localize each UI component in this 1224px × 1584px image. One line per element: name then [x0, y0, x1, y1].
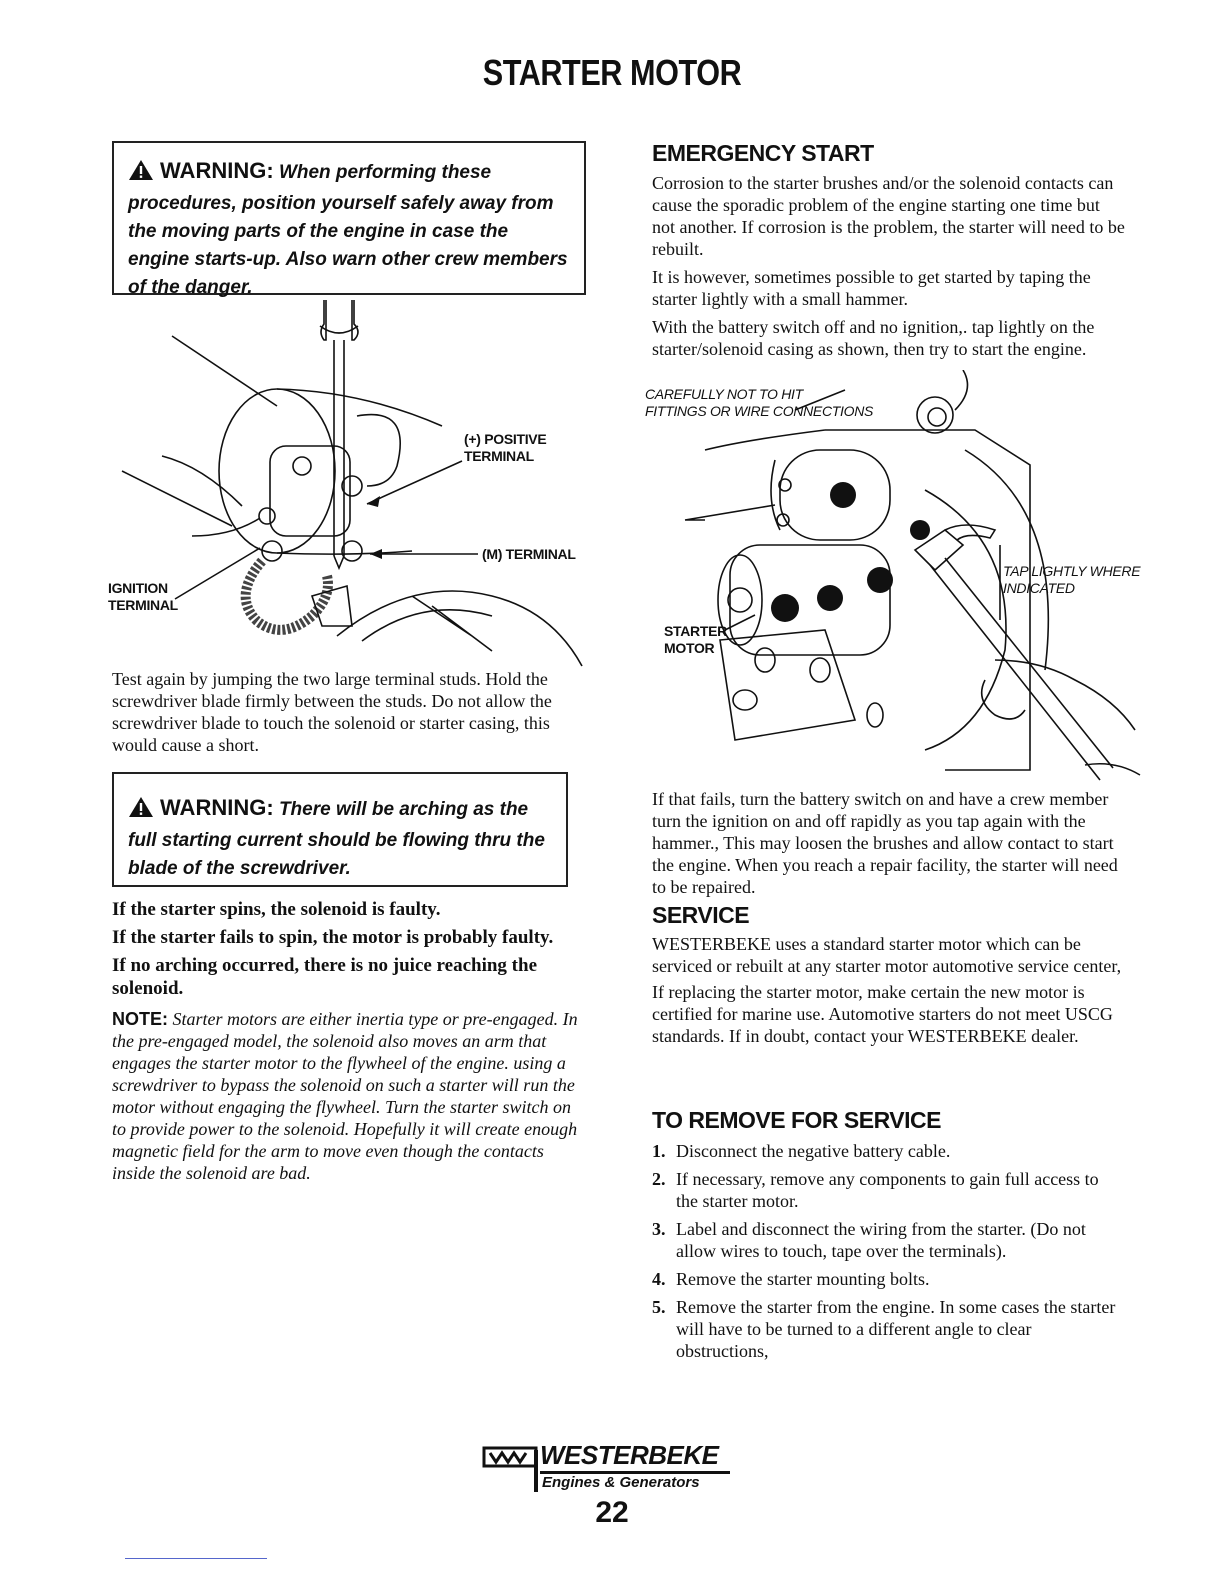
fault-line: If no arching occurred, there is no juice reaching the solenoid.	[112, 955, 538, 999]
tap-point-marker	[830, 482, 856, 508]
remove-steps-list	[652, 1140, 1122, 1368]
note-text: Starter motors are either inertia type or pre-engaged. In the pre-engaged model, the solenoid also moves an arm that engages the starter motor to the flywheel of the engine. using a screwdriver to bypass the solenoid on such a starter will run the motor without engaging the flywheel. Turn the starter switch on to provide power to the solenoid. Hopefully it will create enough magnetic field for the arm to move even though the contacts inside the solenoid are bad.	[112, 1009, 578, 1183]
warning-label: WARNING:	[160, 795, 274, 820]
list-item: 5. Remove the starter from the engine. In some cases the starter will have to be turned to a different angle to clear obstructions,	[652, 1297, 1116, 1361]
tap-point-marker	[867, 567, 893, 593]
warning-box-2	[112, 772, 568, 887]
list-item: 1. Disconnect the negative battery cable.	[652, 1141, 951, 1161]
warning-triangle-icon	[128, 796, 154, 827]
note-label: NOTE:	[112, 1009, 168, 1029]
positive-terminal-label: (+) POSITIVE TERMINAL	[464, 431, 547, 464]
warning-text: When performing these procedures, position yourself safely away from the moving parts of the engine in case the engine starts-up. Also warn other crew members of the danger.	[128, 162, 568, 298]
list-item: 4. Remove the starter mounting bolts.	[652, 1269, 930, 1289]
warning-box-1	[112, 141, 586, 298]
tap-point-marker	[771, 594, 799, 622]
fault-line: If the starter spins, the solenoid is faulty.	[112, 899, 441, 920]
fault-list	[112, 898, 582, 1000]
warning-triangle-icon	[128, 159, 154, 190]
warning-text: There will be arching as the full starting current should be flowing thru the blade of the screwdriver.	[128, 799, 545, 879]
service-section	[652, 933, 1122, 1047]
fault-line: If the starter fails to spin, the motor is probably faulty.	[112, 927, 554, 948]
list-item: 2. If necessary, remove any components to gain full access to the starter motor.	[652, 1169, 1099, 1211]
footer-rule	[125, 1558, 267, 1559]
careful-label: CAREFULLY NOT TO HIT FITTINGS OR WIRE CONNECTIONS	[645, 386, 874, 419]
page-title: STARTER MOTOR	[482, 52, 742, 93]
emergency-heading: EMERGENCY START	[652, 140, 874, 166]
service-paragraph: If replacing the starter motor, make certain the new motor is certified for marine use. Automotive starters do not meet USCG standards. If in doubt, contact your WESTERBEKE dealer.	[652, 982, 1113, 1046]
service-paragraph: WESTERBEKE uses a standard starter motor which can be serviced or rebuilt at any starter motor automotive service center,	[652, 934, 1122, 976]
emergency-paragraph: With the battery switch off and no ignition,. tap lightly on the starter/solenoid casing as shown, then try to start the engine.	[652, 317, 1095, 359]
emergency-paragraph: It is however, sometimes possible to get started by taping the starter lightly with a small hammer.	[652, 267, 1091, 309]
page-number: 22	[595, 1496, 629, 1529]
tap-point-marker	[817, 585, 843, 611]
logo-tagline: Engines & Generators	[542, 1474, 700, 1491]
tap-point-marker	[910, 520, 930, 540]
logo-mark-icon	[482, 1446, 542, 1494]
ignition-terminal-label: IGNITION TERMINAL	[108, 580, 178, 613]
m-terminal-label: (M) TERMINAL	[482, 546, 576, 562]
service-heading: SERVICE	[652, 902, 750, 928]
solenoid-jump-illustration	[112, 296, 586, 668]
emergency-section	[652, 172, 1127, 360]
logo-brand: WESTERBEKE	[540, 1440, 730, 1474]
test-paragraph: Test again by jumping the two large terminal studs. Hold the screwdriver blade firmly between the studs. Do not allow the screwdriver blade to touch the solenoid or starter casing, this would cause a short.	[112, 669, 552, 755]
emergency-paragraph: Corrosion to the starter brushes and/or the solenoid contacts can cause the sporadic problem of the engine starting one time but not another. If corrosion is the problem, the starter will need to be rebuilt.	[652, 173, 1125, 259]
remove-heading: TO REMOVE FOR SERVICE	[652, 1107, 941, 1133]
if-fails-paragraph: If that fails, turn the battery switch on and have a crew member turn the ignition on and off rapidly as you tap again with the hammer., This may loosen the brushes and allow contact to start the engine. When you reach a repair facility, the starter will need to be repaired.	[652, 789, 1118, 897]
warning-label: WARNING:	[160, 158, 274, 183]
starter-motor-label: STARTER MOTOR	[664, 623, 727, 656]
westerbeke-logo	[482, 1440, 742, 1494]
list-item: 3. Label and disconnect the wiring from the starter. (Do not allow wires to touch, tape over the terminals).	[652, 1219, 1086, 1261]
tap-lightly-label: TAP LIGHTLY WHERE INDICATED	[1003, 563, 1141, 596]
note-paragraph	[112, 1008, 582, 1184]
